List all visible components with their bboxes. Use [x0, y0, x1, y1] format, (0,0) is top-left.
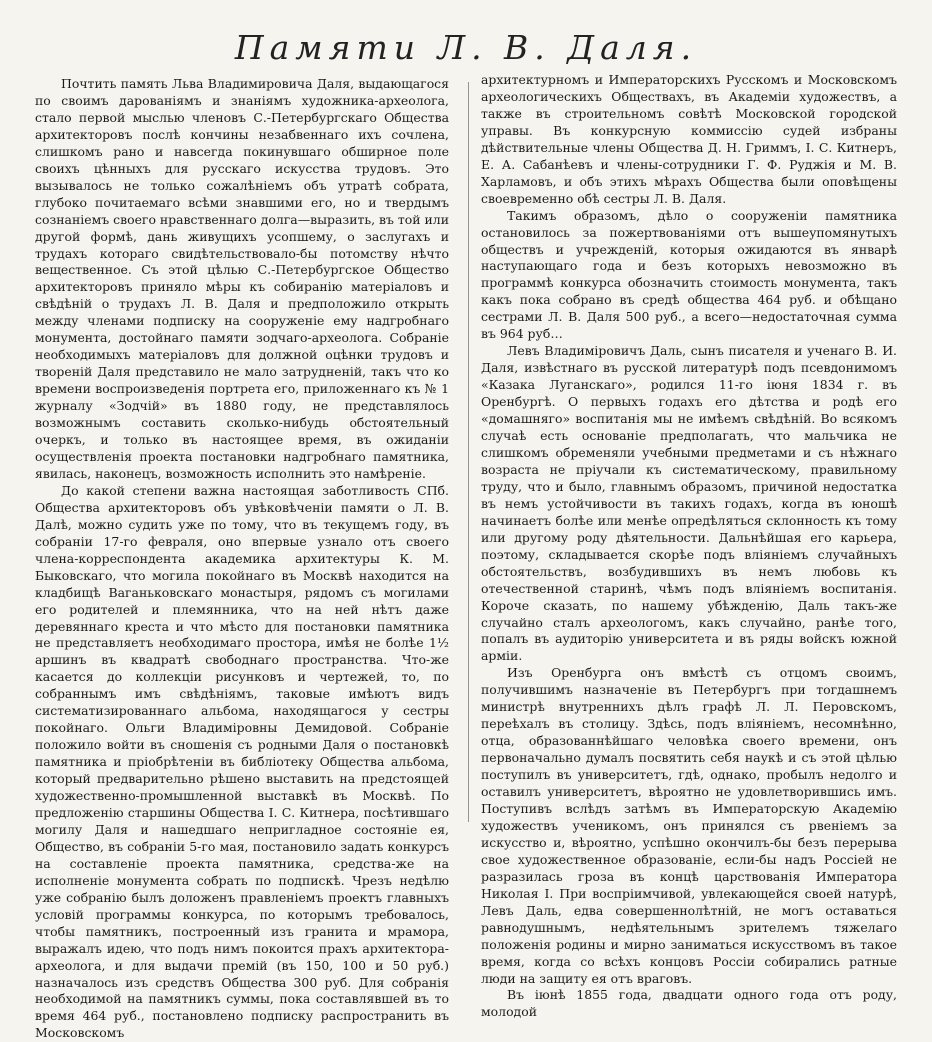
paragraph: Изъ Оренбурга онъ вмѣстѣ съ отцомъ своимъ, получившимъ назначеніе въ Петербургъ при тогдашнемъ министрѣ внутреннихъ дѣлъ графѣ Л. Л. Перовскомъ, переѣхалъ въ столицу. Здѣсь, подъ вліяніемъ, несомнѣнно, отца, образованнѣйшаго человѣка своего времени, онъ первоначально думалъ посвятить себя наукѣ и съ этой цѣлью поступилъ въ университетъ, гдѣ, однако, пробылъ недолго и оставилъ университетъ, вѣроятно не удовлетворившись имъ. Поступивъ вслѣдъ затѣмъ въ Императорскую Академію художествъ ученикомъ, онъ принялся съ рвеніемъ за искусство и, вѣроятно, успѣшно окончилъ-бы безъ перерыва свое художественное образованіе, если-бы надъ Россіей не разразилась гроза въ концѣ царствованія Императора Николая І. При воспріимчивой, увлекающейся своей натурѣ, Левъ Даль, едва совершеннолѣтній, не могъ оставаться равнодушнымъ, недѣятельнымъ зрителемъ тяжелаго положенія родины и мирно заниматься искусствомъ въ такое время, когда со всѣхъ концовъ Россіи собирались ратные люди на защиту ея отъ враговъ.	[481, 665, 897, 986]
paragraph: Такимъ образомъ, дѣло о сооруженіи памятника остановилось за пожертвованіями отъ вышеупомянутыхъ обществъ и учрежденій, которыя ожидаются въ январѣ наступающаго года и безъ которыхъ невозможно въ программѣ конкурса обозначить стоимость монумента, такъ какъ пока собрано въ средѣ общества 464 руб. и обѣщано сестрами Л. В. Даля 500 руб., а всего—недостаточная сумма въ 964 руб…	[481, 207, 897, 342]
paragraph: Левъ Владиміровичъ Даль, сынъ писателя и ученаго В. И. Даля, извѣстнаго въ русской литературѣ подъ псевдонимомъ «Казака Луганскаго», родился 11-го іюня 1834 г. въ Оренбургѣ. О первыхъ годахъ его дѣтства и родѣ его «домашняго» воспитанія мы не имѣемъ свѣдѣній. Во всякомъ случаѣ есть основаніе предполагать, что мальчика не слишкомъ обременяли учебными предметами и съ нѣжнаго возраста не пріучали къ систематическому, правильному труду, что и было, главнымъ образомъ, причиной недостатка въ немъ устойчивости въ такихъ годахъ, когда въ юношѣ начинаетъ болѣе или менѣе опредѣляться склонность къ тому или другому роду дѣятельности. Дальнѣйшая его карьера, поэтому, складывается скорѣе подъ вліяніемъ случайныхъ обстоятельствъ, возбудившихъ въ немъ любовь къ отечественной старинѣ, чѣмъ подъ вліяніемъ воспитанія. Короче сказать, по нашему убѣжденію, Даль такъ-же случайно сталъ археологомъ, какъ случайно, ранѣе того, попалъ въ аудиторію университета и въ ряды войскъ южной арміи.	[481, 343, 897, 664]
column-divider	[468, 82, 469, 822]
paragraph: До какой степени важна настоящая заботливость СПб. Общества архитекторовъ объ увѣковѣченіи памяти о Л. В. Далѣ, можно судить уже по тому, что въ текущемъ году, въ собраніи 17-го февраля, оно впервые узнало отъ своего члена-корреспондента академика архитектуры К. М. Быковскаго, что могила покойнаго въ Москвѣ находится на кладбищѣ Ваганьковскаго монастыря, рядомъ съ могилами его родителей и племянника, что на ней нѣтъ даже деревяннаго креста и что мѣсто для постановки памятника не представляетъ необходимаго простора, имѣя не болѣе 1½ аршинъ въ квадратѣ свободнаго пространства. Что-же касается до коллекціи рисунковъ и чертежей, то, по собраннымъ имъ свѣдѣніямъ, таковые имѣютъ видъ систематизированнаго альбома, находящагося у сестры покойнаго. Ольги Владиміровны Демидовой. Собраніе положило войти въ сношенія съ родными Даля о постановкѣ памятника и пріобрѣтеніи въ библіотеку Общества альбома, который предварительно рѣшено выставить на предстоящей художественно-промышленной выставкѣ въ Москвѣ. По предложенію старшины Общества І. С. Китнера, посѣтившаго могилу Даля и нашедшаго непригладное состояніе ея, Общество, въ собраніи 5-го мая, постановило задать конкурсъ на составленіе проекта памятника, средства-же на исполненіе монумента собрать по подпискѣ. Чрезъ недѣлю уже собранію былъ доложенъ правленіемъ проектъ главныхъ условій программы конкурса, по которымъ требовалось, чтобы памятникъ, построенный изъ гранита и мрамора, выражалъ идею, что подъ нимъ покоится прахъ архитектора-археолога, и для выдачи премій (въ 150, 100 и 50 руб.) назначалось изъ средствъ Общества 300 руб. Для собранія необходимой на памятникъ суммы, пока составлявшей въ то время 464 руб., постановлено подписку распространить въ Московскомъ	[35, 482, 449, 1041]
paragraph: Почтить память Льва Владимировича Даля, выдающагося по своимъ дарованіямъ и знаніямъ художника-археолога, стало первой мыслью членовъ С.-Петербургскаго Общества архитекторовъ послѣ кончины незабвеннаго ихъ сочлена, слишкомъ рано и навсегда покинувшаго обширное поле своихъ цѣнныхъ для русскаго искусства трудовъ. Это вызывалось не только сожалѣніемъ объ утратѣ собрата, глубоко почитаемаго всѣми знавшими его, но и твердымъ сознаніемъ своего нравственнаго долга—выразить, въ той или другой формѣ, дань живущихъ усопшему, о заслугахъ и трудахъ котораго свидѣтельствовало-бы потомству нѣчто вещественное. Съ этой цѣлью С.-Петербургское Общество архитекторовъ приняло мѣры къ собиранію матеріаловъ и свѣдѣній о трудахъ Л. В. Даля и предположило открыть между членами подписку на сооруженіе ему надгробнаго монумента, достойнаго памяти зодчаго-археолога. Собраніе необходимыхъ матеріаловъ для должной оцѣнки трудовъ и твореній Даля представило не мало затрудненій, такъ что ко времени воспроизведенія портрета его, приложеннаго къ № 1 журналу «Зодчій» въ 1880 году, не представлялось возможнымъ составить сколько-нибудь обстоятельный очеркъ, и только въ настоящее время, въ ожиданіи осуществленія проекта постановки надгробнаго памятника, явилась, наконецъ, возможность исполнить это намѣреніе.	[35, 76, 450, 481]
paragraph: Въ іюнѣ 1855 года, двадцати одного года отъ роду, молодой	[481, 987, 897, 1020]
left-column	[35, 76, 449, 1042]
paragraph: архитектурномъ и Императорскихъ Русскомъ и Московскомъ археологическихъ Обществахъ, въ Академіи художествъ, а также въ строительномъ совѣтѣ Московской городской управы. Въ конкурсную коммиссію судей избраны дѣйствительные члены Общества Д. Н. Гриммъ, І. С. Китнеръ, Е. А. Сабанѣевъ и члены-сотрудники Г. Ф. Руджія и М. В. Харламовъ, и объ этихъ мѣрахъ Общества были оповѣщены своевременно обѣ сестры Л. В. Даля.	[481, 72, 897, 206]
right-column	[481, 72, 897, 1021]
page-title: Памяти Л. В. Даля.	[234, 28, 698, 67]
